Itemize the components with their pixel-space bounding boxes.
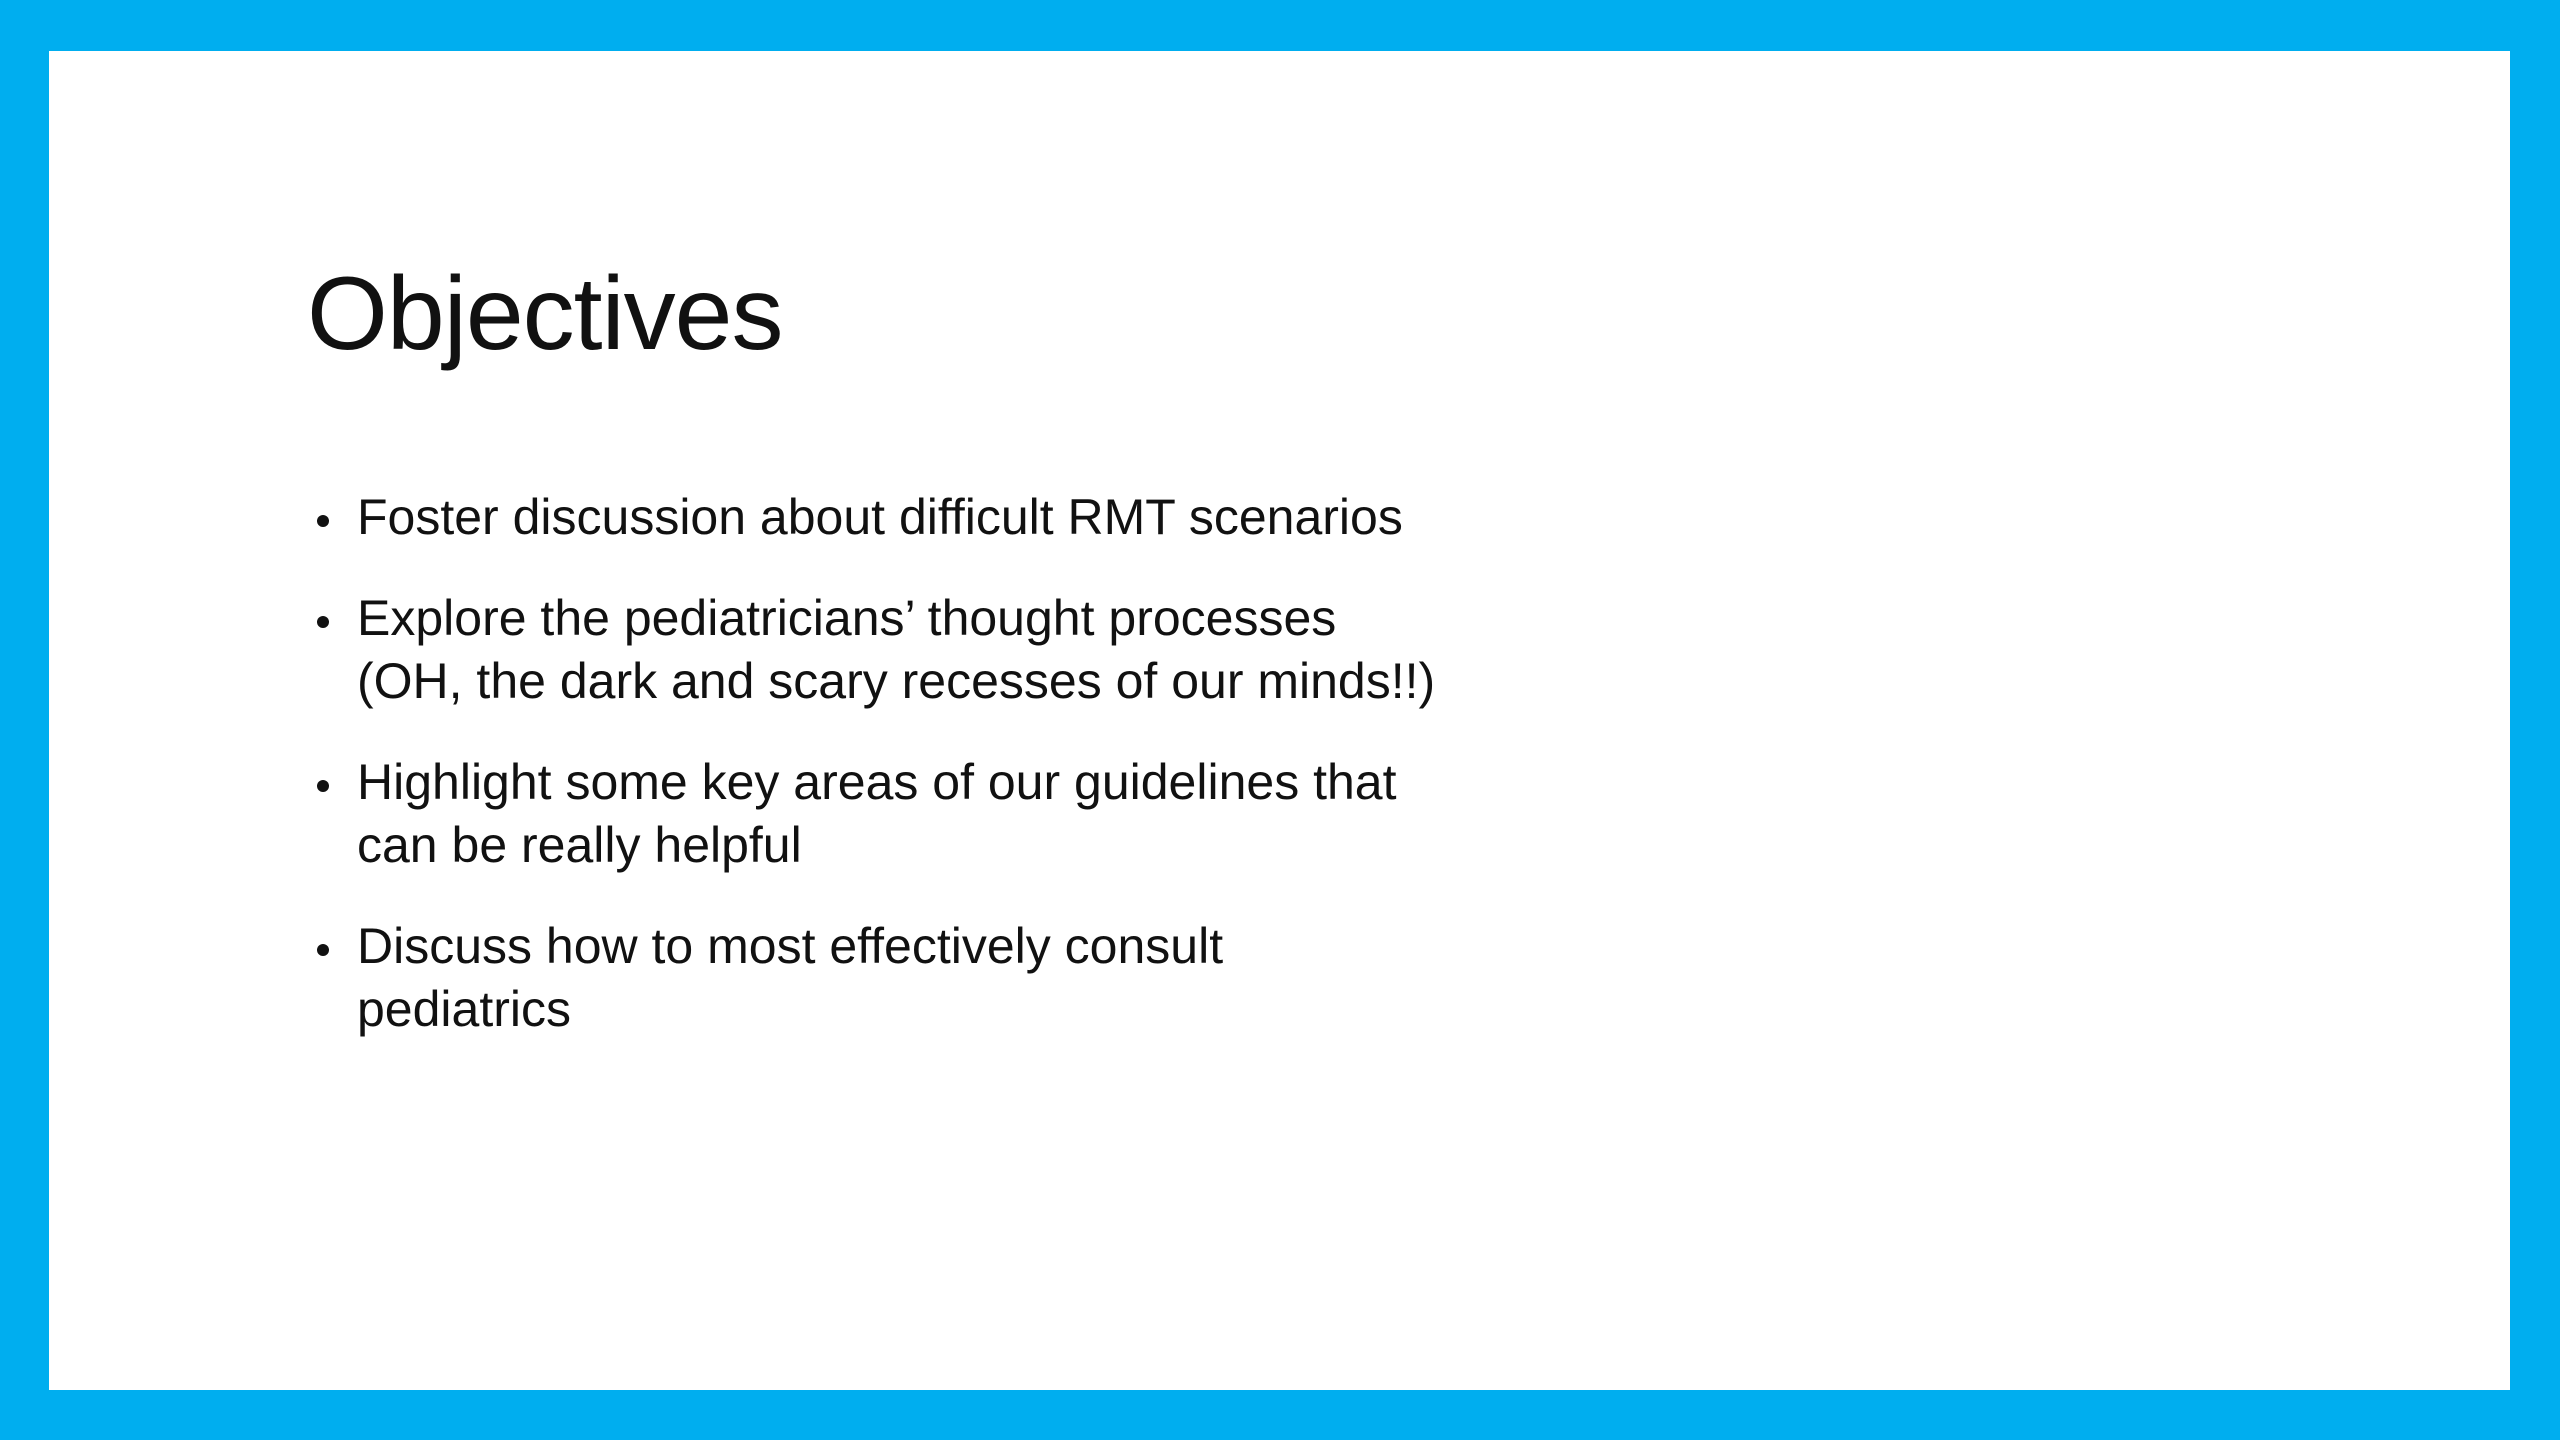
list-item-text: can be really helpful: [357, 817, 802, 873]
bullet-icon: [317, 780, 329, 792]
slide-canvas: [49, 51, 2510, 1390]
list-item: [313, 915, 1613, 1041]
bullet-icon: [317, 944, 329, 956]
list-item-text: Explore the pediatricians’ thought processes: [357, 590, 1337, 646]
list-item: [313, 587, 1613, 713]
list-item: [313, 751, 1613, 877]
list-item-text: Highlight some key areas of our guidelines that: [357, 754, 1397, 810]
bullet-icon: [317, 616, 329, 628]
list-item-text: pediatrics: [357, 981, 571, 1037]
slide-title: Objectives: [307, 256, 783, 372]
list-item-text: Foster discussion about difficult RMT scenarios: [357, 489, 1403, 545]
list-item: [313, 486, 1613, 549]
list-item-text: Discuss how to most effectively consult: [357, 918, 1224, 974]
bullet-icon: [317, 515, 329, 527]
list-item-text: (OH, the dark and scary recesses of our minds!!): [357, 653, 1436, 709]
objectives-list: [313, 486, 1613, 1079]
